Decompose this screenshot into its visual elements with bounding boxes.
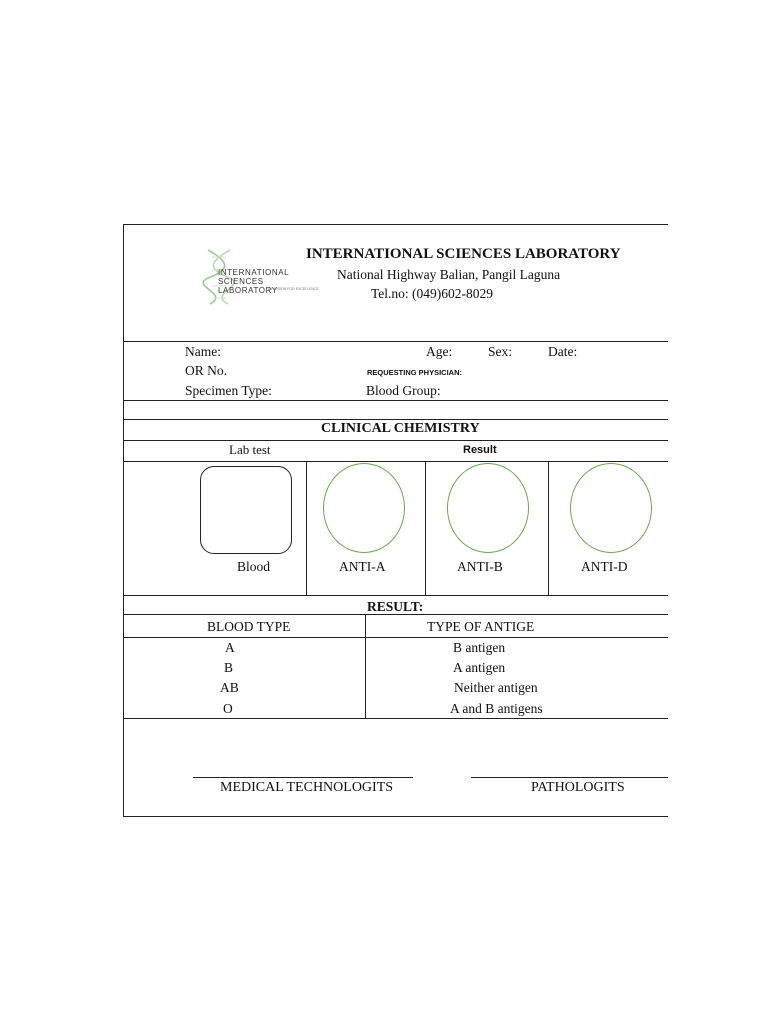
form-top-border bbox=[123, 224, 668, 225]
divider-section-title bbox=[123, 440, 668, 441]
anti-a-circle bbox=[323, 463, 405, 553]
sample-label-blood: Blood bbox=[237, 559, 271, 574]
form-left-border bbox=[123, 224, 124, 816]
antigen-cell: A and B antigens bbox=[450, 701, 543, 716]
form-bottom-border bbox=[123, 816, 668, 817]
antigen-cell: B antigen bbox=[453, 640, 506, 655]
antigen-cell: A antigen bbox=[453, 660, 506, 675]
logo-text-line1: INTERNATIONAL bbox=[218, 268, 290, 277]
result-header: Result bbox=[463, 444, 497, 456]
med-tech-signature-line bbox=[193, 777, 413, 778]
sample-divider-3 bbox=[548, 461, 549, 595]
sample-divider-2 bbox=[425, 461, 426, 595]
blood-type-cell: A bbox=[225, 640, 235, 655]
sample-divider-1 bbox=[306, 461, 307, 595]
date-label: Date: bbox=[548, 344, 578, 359]
med-tech-signature-label: MEDICAL TECHNOLOGITS bbox=[220, 780, 394, 795]
age-label: Age: bbox=[426, 344, 453, 359]
lab-title: INTERNATIONAL SCIENCES LABORATORY bbox=[306, 246, 621, 262]
section-title: CLINICAL CHEMISTRY bbox=[321, 421, 480, 436]
divider-section-top bbox=[123, 419, 668, 420]
pathologist-signature-label: PATHOLOGITS bbox=[531, 780, 625, 795]
specimen-type-label: Specimen Type: bbox=[185, 383, 272, 398]
divider-info bbox=[123, 400, 668, 401]
result-table-title: RESULT: bbox=[367, 599, 424, 614]
lab-phone: Tel.no: (049)602-8029 bbox=[371, 286, 494, 301]
anti-b-circle bbox=[447, 463, 529, 553]
divider-sample-bottom bbox=[123, 595, 668, 596]
name-label: Name: bbox=[185, 344, 221, 359]
antigen-cell: Neither antigen bbox=[454, 680, 538, 695]
requesting-physician-label: REQUESTING PHYSICIAN: bbox=[367, 368, 463, 377]
sample-label-anti-a: ANTI-A bbox=[339, 559, 386, 574]
blood-sample-box bbox=[200, 466, 292, 554]
logo-text-line2: SCIENCES LABORATORY bbox=[218, 277, 278, 295]
or-number-label: OR No. bbox=[185, 363, 228, 378]
logo-tagline: A PASSION FOR EXCELLENCE bbox=[268, 287, 319, 291]
divider-header bbox=[123, 341, 668, 342]
divider-sample-top bbox=[123, 461, 668, 462]
anti-d-circle bbox=[570, 463, 652, 553]
pathologist-signature-line bbox=[471, 777, 668, 778]
blood-group-label: Blood Group: bbox=[366, 383, 441, 398]
blood-type-cell: B bbox=[224, 660, 234, 675]
lab-address: National Highway Balian, Pangil Laguna bbox=[337, 267, 561, 282]
sex-label: Sex: bbox=[488, 344, 513, 359]
sample-label-anti-b: ANTI-B bbox=[457, 559, 503, 574]
divider-result-header bbox=[123, 637, 668, 638]
blood-type-cell: O bbox=[223, 701, 233, 716]
lab-test-header: Lab test bbox=[229, 442, 271, 457]
sample-label-anti-d: ANTI-D bbox=[581, 559, 628, 574]
result-column-divider bbox=[365, 614, 366, 718]
antigen-column-header: TYPE OF ANTIGE bbox=[427, 619, 535, 634]
divider-result-bottom bbox=[123, 718, 668, 719]
blood-type-column-header: BLOOD TYPE bbox=[207, 619, 291, 634]
divider-result-title bbox=[123, 614, 668, 615]
blood-type-cell: AB bbox=[220, 680, 239, 695]
